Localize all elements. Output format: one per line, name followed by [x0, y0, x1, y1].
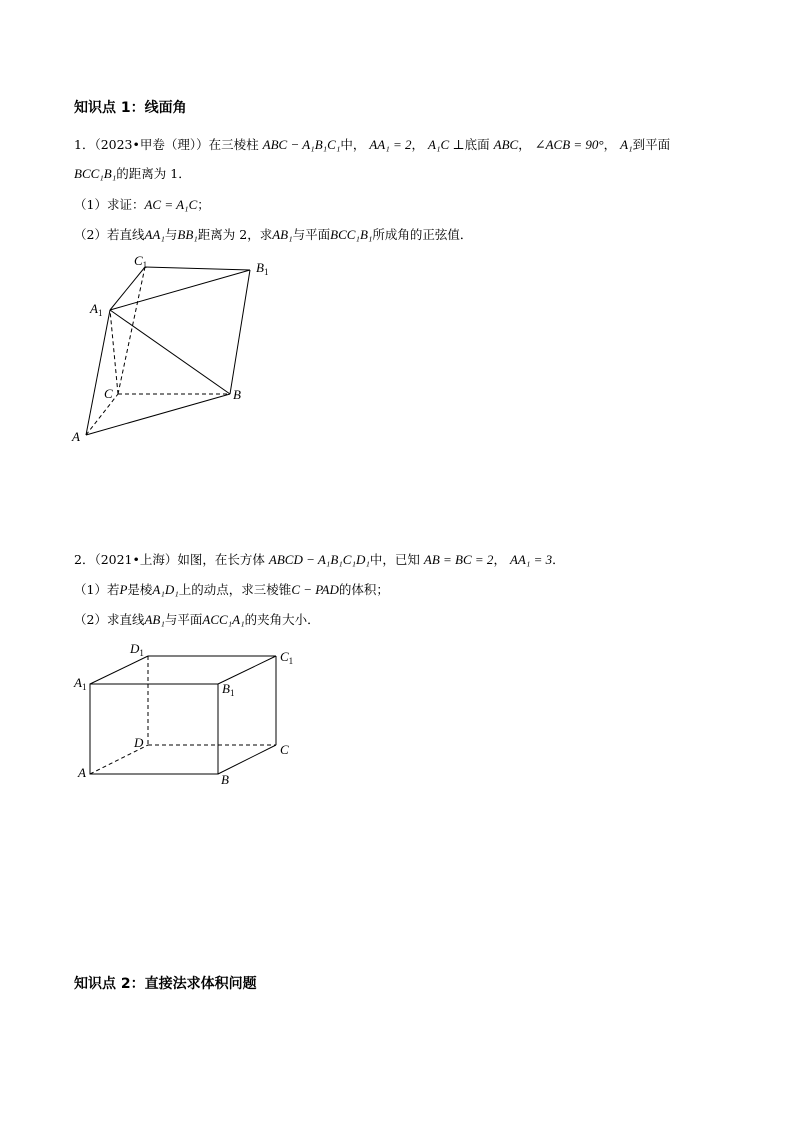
problem-2-text: 与平面: [164, 612, 203, 627]
problem-1-source: （2023•甲卷（理））: [94, 137, 209, 152]
math-a1d1: A₁D₁: [152, 582, 179, 597]
edge-a1-d1: [90, 656, 148, 684]
edge-b1-c1: [218, 656, 276, 684]
problem-2-part-1: [74, 580, 389, 598]
math-p: P: [119, 582, 128, 597]
separator: ．: [552, 552, 565, 567]
problem-1-text: 的距离为 1．: [116, 166, 191, 181]
condition-a1c: A₁C ⊥: [428, 137, 465, 152]
label-c: C: [104, 386, 113, 401]
math-acc1a1: ACC₁A₁: [202, 612, 245, 627]
problem-2-text: 如图，在长方体: [177, 552, 265, 567]
problem-1-text: 底面: [464, 137, 490, 152]
section-2-heading: 知识点 2：直接法求体积问题: [74, 976, 257, 992]
problem-1-text: 与: [164, 227, 178, 242]
problem-2-part-2: [74, 610, 320, 628]
label-b: B: [221, 772, 229, 787]
part-label: （1）求证：: [74, 197, 145, 212]
problem-1-statement: [74, 135, 670, 153]
problem-1-text: 所成角的正弦值．: [372, 227, 473, 242]
edge-a1-a: [86, 310, 110, 435]
label-d: D: [134, 735, 144, 750]
problem-1-number: 1．: [74, 137, 95, 152]
problem-1-text: 在三棱柱: [208, 137, 259, 152]
problem-2-text: 上的动点，求三棱锥: [178, 582, 292, 597]
part-1-equation: AC = A₁C: [144, 197, 198, 212]
figure-1-prism: [60, 250, 300, 450]
label-a: A: [72, 429, 80, 444]
label-b1: $B_1$: [222, 681, 235, 698]
label-c1: $C_1$: [134, 253, 148, 270]
label-c: C: [280, 742, 289, 757]
problem-1-text: 中，: [340, 137, 366, 152]
math-bb1: BB₁: [177, 227, 198, 242]
problem-2-number: 2．: [74, 552, 95, 567]
edge-a1-c1: [110, 267, 145, 310]
edge-c-a1-hidden: [110, 310, 118, 394]
math-ab1: AB₁: [144, 612, 165, 627]
problem-2-statement: [74, 550, 565, 568]
condition-aa1: AA₁ = 3: [509, 552, 553, 567]
label-a1: $A_1$: [90, 301, 103, 318]
label-c1: $C_1$: [280, 649, 294, 666]
separator: ，: [411, 137, 425, 152]
condition-aa1: AA₁ = 2: [369, 137, 412, 152]
edge-c-c1-hidden: [118, 267, 145, 394]
problem-2-source: （2021•上海）: [94, 552, 178, 567]
label-d1: $D_1$: [130, 641, 144, 658]
problem-2-text: 中，已知: [369, 552, 420, 567]
edge-c1-b1: [145, 267, 250, 270]
condition-a1: A₁: [620, 137, 633, 152]
edge-b1-b: [230, 270, 250, 394]
problem-1-part-1: [74, 195, 210, 213]
separator: ；: [197, 197, 210, 212]
math-c-pad: C − PAD: [291, 582, 339, 597]
edge-a1-b1: [110, 270, 250, 310]
edge-a1-b: [110, 310, 230, 394]
separator: ，: [603, 137, 617, 152]
problem-1-text: 与平面: [292, 227, 331, 242]
part-label: （2）求直线: [74, 612, 145, 627]
front-face: [90, 684, 218, 774]
problem-1-part-2: [74, 225, 472, 243]
section-1-heading: 知识点 1：线面角: [74, 100, 187, 116]
condition-ab-bc: AB = BC = 2: [423, 552, 494, 567]
plane-bcc1b1: BCC₁B₁: [74, 166, 117, 181]
part-label: （2）若直线: [74, 227, 145, 242]
cuboid-name: ABCD − A₁B₁C₁D₁: [268, 552, 370, 567]
label-b1: $B_1$: [256, 260, 269, 277]
edge-a-c-hidden: [86, 394, 118, 435]
prism-name: ABC − A₁B₁C₁: [262, 137, 341, 152]
math-aa1: AA₁: [144, 227, 165, 242]
figure-2-cuboid: [60, 635, 320, 795]
label-a: A: [78, 765, 86, 780]
problem-2-text: 是棱: [127, 582, 153, 597]
part-label: （1）若: [74, 582, 120, 597]
problem-1-text: 到平面: [632, 137, 671, 152]
condition-abc: ABC: [493, 137, 519, 152]
problem-2-text: 的体积；: [338, 582, 389, 597]
math-bcc1b1: BCC₁B₁: [330, 227, 373, 242]
problem-2-text: 的夹角大小．: [244, 612, 320, 627]
label-a1: $A_1$: [74, 675, 87, 692]
separator: ，: [493, 552, 506, 567]
problem-1-line-2: [74, 164, 191, 182]
edge-b-c: [218, 745, 276, 774]
math-ab1: AB₁: [272, 227, 293, 242]
separator: ，: [518, 137, 531, 152]
label-b: B: [233, 387, 241, 402]
condition-angle: ∠ACB = 90°: [534, 137, 604, 152]
problem-1-text: 距离为 2，求: [197, 227, 273, 242]
